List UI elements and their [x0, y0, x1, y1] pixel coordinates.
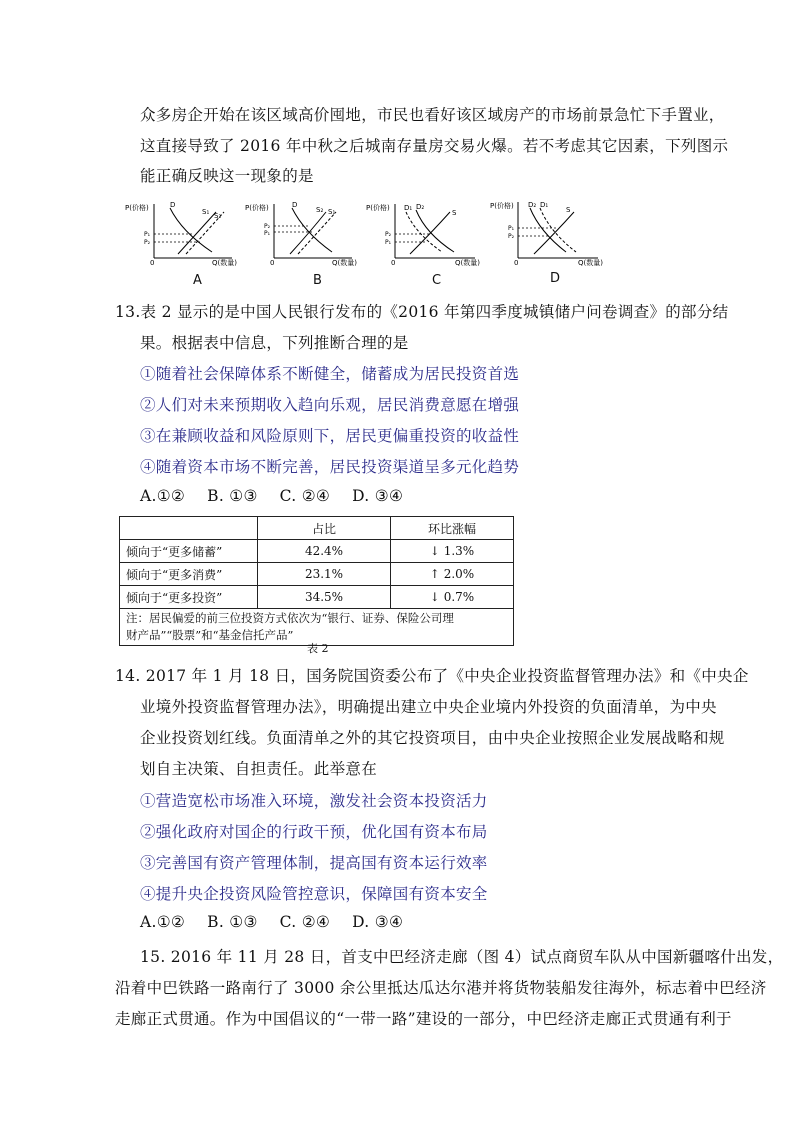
table-cell-change: ↓ 1.3%	[391, 540, 514, 563]
table-header-row	[120, 517, 514, 540]
down-arrow-icon: ↓	[429, 544, 440, 558]
svg-text:0: 0	[514, 259, 519, 267]
q14-choice-c: C. ②④	[279, 913, 331, 931]
q14-option-4: ④提升央企投资风险管控意识，保障国有资本安全	[140, 885, 488, 903]
graph-b	[245, 201, 357, 267]
graph-d-p-axis: P(价格)	[490, 202, 514, 210]
table-row	[120, 563, 514, 586]
graph-a	[125, 201, 237, 267]
graph-label-c: C	[432, 273, 442, 288]
svg-text:S: S	[566, 206, 571, 214]
graph-label-d: D	[550, 271, 561, 286]
graph-label-b: B	[313, 273, 322, 288]
svg-text:P₂: P₂	[508, 233, 515, 240]
graph-b-q-axis: Q(数量)	[332, 259, 357, 267]
q13-choice-a: A.①②	[140, 487, 186, 505]
q13-option-3: ③在兼顾收益和风险原则下，居民更偏重投资的收益性	[140, 427, 520, 445]
q14-option-1: ①营造宽松市场准入环境，激发社会资本投资活力	[140, 792, 488, 810]
svg-text:D: D	[292, 201, 298, 209]
up-arrow-icon: ↑	[429, 567, 440, 581]
table-cell-change: ↓ 0.7%	[391, 586, 514, 609]
table-cell-share: 23.1%	[258, 563, 391, 586]
q13-option-4: ④随着资本市场不断完善，居民投资渠道呈多元化趋势	[140, 458, 520, 476]
graph-a-p-axis: P(价格)	[125, 204, 149, 212]
q14-choice-b: B. ①③	[207, 913, 258, 931]
graph-a-q-axis: Q(数量)	[212, 259, 237, 267]
svg-text:S₂: S₂	[214, 212, 222, 220]
table-caption: 表 2	[307, 642, 329, 655]
q14-option-3: ③完善国有资产管理体制，提高国有资本运行效率	[140, 854, 488, 872]
q13-option-2: ②人们对未来预期收入趋向乐观，居民消费意愿在增强	[140, 396, 520, 414]
q13-choice-d: D. ③④	[352, 487, 404, 505]
q14-stem-3: 企业投资划红线。负面清单之外的其它投资项目，由中央企业按照企业发展战略和规	[140, 729, 725, 747]
svg-text:P₁: P₁	[264, 230, 271, 237]
q13-choices	[140, 487, 425, 505]
svg-text:S₂: S₂	[316, 206, 324, 214]
q14-choices	[140, 913, 425, 931]
table-header-cell: 环比涨幅	[391, 517, 514, 540]
intro-line-2: 这直接导致了 2016 年中秋之后城南存量房交易火爆。若不考虑其它因素，下列图示	[140, 137, 729, 155]
svg-text:D: D	[170, 201, 176, 209]
svg-text:P₂: P₂	[264, 223, 271, 230]
svg-text:S: S	[452, 209, 457, 217]
supply-demand-graphs	[120, 196, 640, 268]
svg-text:0: 0	[150, 259, 155, 267]
svg-text:P₂: P₂	[144, 239, 151, 246]
svg-text:0: 0	[270, 259, 275, 267]
svg-text:S₁: S₁	[328, 208, 336, 216]
graph-d	[490, 201, 603, 267]
q14-option-2: ②强化政府对国企的行政干预，优化国有资本布局	[140, 823, 488, 841]
svg-text:P₁: P₁	[508, 225, 515, 232]
q13-stem-1: 13.表 2 显示的是中国人民银行发布的《2016 年第四季度城镇储户问卷调查》的部分结	[115, 303, 729, 321]
graph-d-q-axis: Q(数量)	[578, 259, 603, 267]
graph-label-a: A	[193, 273, 202, 288]
table-2	[119, 516, 514, 646]
q13-stem-2: 果。根据表中信息，下列推断合理的是	[140, 334, 409, 352]
q13-choice-c: C. ②④	[279, 487, 331, 505]
q15-line-1: 15. 2016 年 11 月 28 日，首支中巴经济走廊（图 4）试点商贸车队从中国新疆喀什出发，	[140, 948, 784, 966]
table-cell-label: 倾向于“更多储蓄”	[120, 540, 258, 563]
graph-c-q-axis: Q(数量)	[455, 259, 480, 267]
graph-c	[366, 203, 480, 267]
svg-text:D₁: D₁	[404, 204, 413, 212]
svg-text:P₁: P₁	[385, 239, 392, 246]
q14-choice-a: A.①②	[140, 913, 186, 931]
svg-text:0: 0	[391, 259, 396, 267]
q15-line-2: 沿着中巴铁路一路南行了 3000 余公里抵达瓜达尔港并将货物装船发往海外，标志着中巴经济	[115, 979, 767, 997]
q14-choice-d: D. ③④	[352, 913, 404, 931]
table-row	[120, 540, 514, 563]
svg-text:P₁: P₁	[144, 231, 151, 238]
down-arrow-icon: ↓	[429, 590, 440, 604]
table-cell-label: 倾向于“更多投资”	[120, 586, 258, 609]
table-note-line-1: 注：居民偏爱的前三位投资方式依次为“银行、证券、保险公司理	[126, 611, 454, 625]
q14-stem-2: 业境外投资监督管理办法》，明确提出建立中央企业境内外投资的负面清单，为中央	[140, 698, 717, 716]
table-header-cell: 占比	[258, 517, 391, 540]
q13-choice-b: B. ①③	[207, 487, 258, 505]
graph-c-p-axis: P(价格)	[366, 204, 390, 212]
q14-stem-4: 划自主决策、自担责任。此举意在	[140, 760, 378, 778]
svg-text:S₁: S₁	[202, 208, 210, 216]
table-cell-change: ↑ 2.0%	[391, 563, 514, 586]
table-header-cell	[120, 517, 258, 540]
svg-text:P₂: P₂	[385, 231, 392, 238]
intro-line-3: 能正确反映这一现象的是	[140, 167, 314, 185]
q15-line-3: 走廊正式贯通。作为中国倡议的“一带一路”建设的一部分，中巴经济走廊正式贯通有利于	[115, 1010, 732, 1028]
svg-text:D₁: D₁	[540, 201, 549, 209]
graph-b-p-axis: P(价格)	[245, 204, 269, 212]
intro-line-1: 众多房企开始在该区域高价囤地，市民也看好该区域房产的市场前景急忙下手置业，	[140, 106, 725, 124]
q14-stem-1: 14. 2017 年 1 月 18 日，国务院国资委公布了《中央企业投资监督管理办法》和《中央企	[115, 667, 749, 685]
table-cell-label: 倾向于“更多消费”	[120, 563, 258, 586]
table-cell-share: 34.5%	[258, 586, 391, 609]
svg-text:D₂: D₂	[528, 201, 537, 209]
q13-option-1: ①随着社会保障体系不断健全，储蓄成为居民投资首选	[140, 365, 520, 383]
svg-text:D₂: D₂	[416, 203, 425, 211]
table-row	[120, 586, 514, 609]
table-note-line-2: 财产品”“股票”和“基金信托产品”	[126, 628, 294, 642]
table-cell-share: 42.4%	[258, 540, 391, 563]
